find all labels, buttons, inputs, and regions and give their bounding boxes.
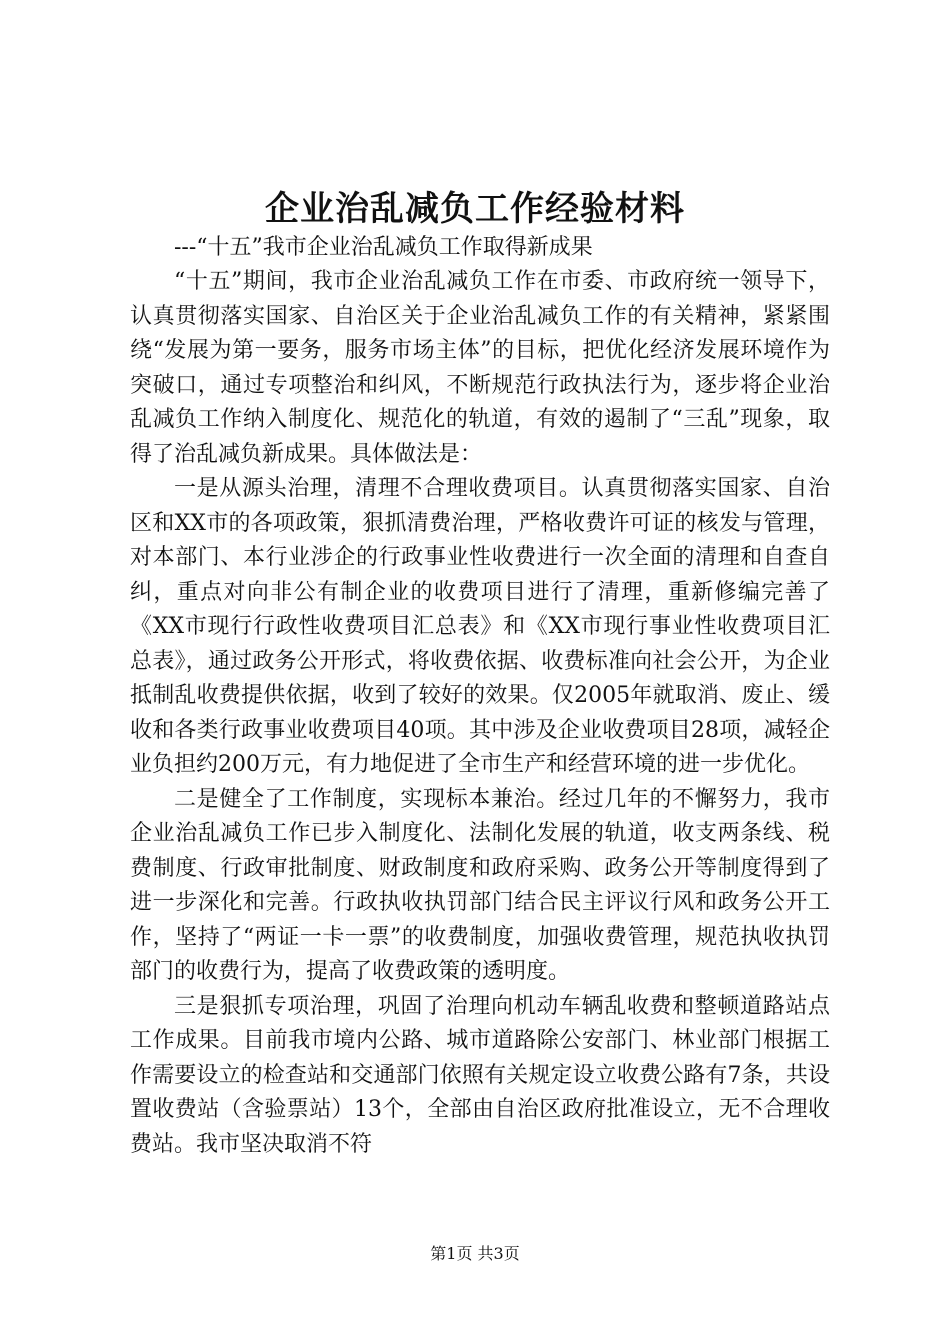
paragraph-intro: “十五”期间，我市企业治乱减负工作在市委、市政府统一领导下，认真贯彻落实国家、自治区关于企业治乱减负工作的有关精神，紧紧围绕“发展为第一要务，服务市场主体”的目标，把优化经济发展环境作为突破口，通过专项整治和纠风，不断规范行政执法行为，逐步将企业治乱减负工作纳入制度化、规范化的轨道，有效的遏制了“三乱”现象，取得了治乱减负新成果。具体做法是： — [130, 269, 830, 467]
paragraph-point-one: 一是从源头治理，清理不合理收费项目。认真贯彻落实国家、自治区和XX市的各项政策，狠抓清费治理，严格收费许可证的核发与管理，对本部门、本行业涉企的行政事业性收费进行一次全面的清理和自查自纠，重点对向非公有制企业的收费项目进行了清理，重新修编完善了《XX市现行行政性收费项目汇总表》和《XX市现行事业性收费项目汇总表》，通过政务公开形式，将收费依据、收费标准向社会公开，为企业抵制乱收费提供依据，收到了较好的效果。仅2005年就取消、废止、缓收和各类行政事业收费项目40项。其中涉及企业收费项目28项，减轻企业负担约200万元，有力地促进了全市生产和经营环境的进一步优化。 — [130, 476, 830, 777]
page-number-footer: 第1页 共3页 — [430, 1244, 520, 1263]
document-body — [130, 265, 830, 1162]
paragraph-point-three: 三是狠抓专项治理，巩固了治理向机动车辆乱收费和整顿道路站点工作成果。目前我市境内公路、城市道路除公安部门、林业部门根据工作需要设立的检查站和交通部门依照有关规定设立收费公路有7条，共设置收费站（含验票站）13个，全部由自治区政府批准设立，无不合理收费站。我市坚决取消不符 — [130, 993, 830, 1157]
document-title: 企业治乱减负工作经验材料 — [265, 189, 685, 229]
paragraph-point-two: 二是健全了工作制度，实现标本兼治。经过几年的不懈努力，我市企业治乱减负工作已步入制度化、法制化发展的轨道，收支两条线、税费制度、行政审批制度、财政制度和政府采购、政务公开等制度得到了进一步深化和完善。行政执收执罚部门结合民主评议行风和政务公开工作，坚持了“两证一卡一票”的收费制度，加强收费管理，规范执收执罚部门的收费行为，提高了收费政策的透明度。 — [130, 786, 830, 984]
document-subtitle: ---“十五”我市企业治乱减负工作取得新成果 — [174, 235, 593, 260]
